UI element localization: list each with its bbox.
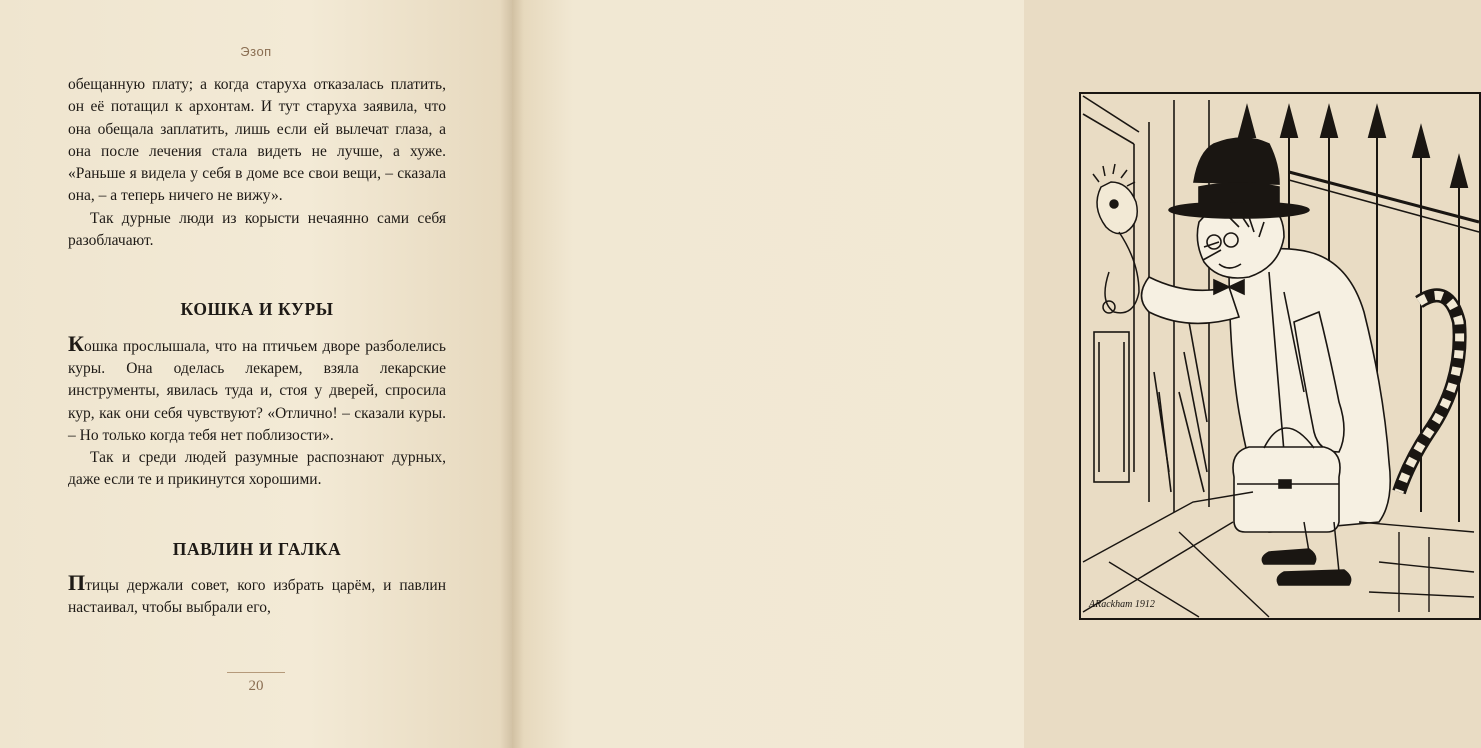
text-block <box>68 74 446 620</box>
paragraph-continuation: обещанную плату; а когда старуха отказалась платить, он её потащил к архонтам. И тут старуха заявила, что она обещала заплатить, лишь если ей вылечат глаза, а она после лечения стала видеть не лучше, а хуже. «Раньше я видела у себя в доме все свои вещи, – сказала она, – а теперь ничего не вижу». <box>68 76 446 205</box>
fable-peacock-paragraph <box>68 572 446 620</box>
right-page <box>512 0 1155 748</box>
fable-cat-paragraph <box>68 330 446 447</box>
cat-doctor-illustration <box>1079 92 1481 620</box>
running-head: Эзоп <box>240 44 272 59</box>
page-number-rule <box>227 672 285 673</box>
fable-title-cat: КОШКА И КУРЫ <box>180 299 334 320</box>
fable-cat-text: ошка прослышала, что на птичьем дворе разболелись куры. Она оделась лекарем, взяла лекарские инструменты, явилась туда и, стоя у дверей, спросила кур, как они себя чувствуют? «Отлично! – сказали куры. – Но только когда тебя нет поблизости». <box>68 337 446 444</box>
dropcap: П <box>68 570 86 596</box>
left-page <box>0 0 512 748</box>
paragraph-moral: Так дурные люди из корысти нечаянно сами себя разоблачают. <box>68 209 446 250</box>
dropcap: К <box>68 330 84 356</box>
page-number: 20 <box>248 678 264 694</box>
fable-peacock-text: тицы держали совет, кого избрать царём, и павлин настаивал, чтобы выбрали его, <box>68 577 446 617</box>
illustration-signature: ARackham 1912 <box>1089 599 1155 610</box>
fable-title-peacock: ПАВЛИН И ГАЛКА <box>172 538 342 559</box>
fable-cat-moral: Так и среди людей разумные распознают дурных, даже если те и прикинутся хорошими. <box>68 449 446 489</box>
